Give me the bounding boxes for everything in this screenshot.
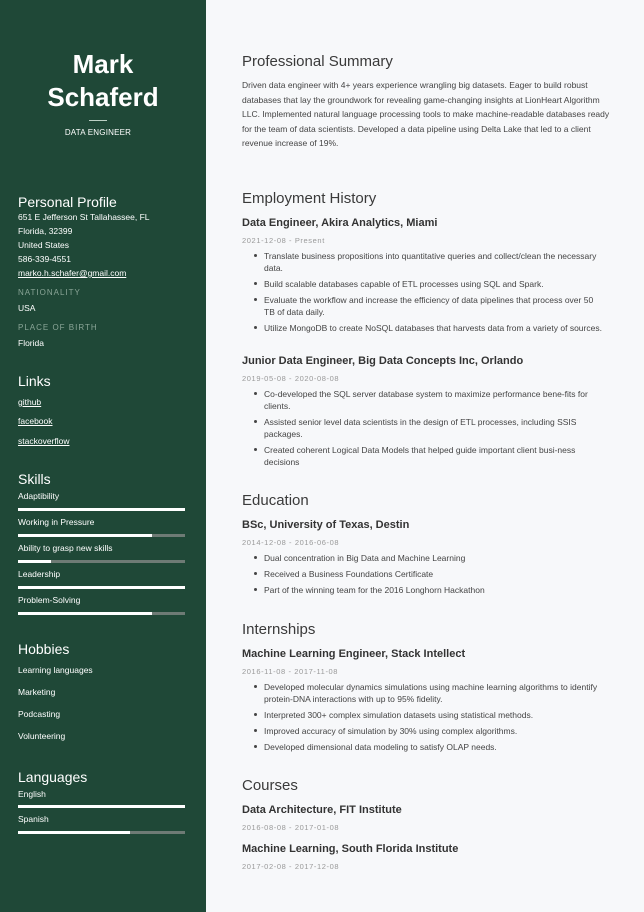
skill-label: Problem-Solving — [18, 595, 81, 605]
language-bar-fill — [18, 831, 130, 834]
list-item: Improved accuracy of simulation by 30% using complex algorithms. — [252, 725, 606, 737]
list-item: Developed molecular dynamics simulations using machine learning algorithms to identify protein-DNA interactions with up to 95% fidelity. — [252, 681, 606, 705]
nationality-label: NATIONALITY — [18, 288, 81, 297]
skill-bar — [18, 612, 185, 615]
education-dates: 2014-12-08 - 2016-06-08 — [242, 538, 340, 547]
list-item: Interpreted 300+ complex simulation datasets using statistical methods. — [252, 709, 606, 721]
skill-bar — [18, 534, 185, 537]
skill-label: Leadership — [18, 569, 61, 579]
language-bar — [18, 805, 185, 808]
name-last: Schaferd — [47, 82, 159, 112]
job-title: DATA ENGINEER — [64, 128, 132, 137]
sidebar — [0, 0, 206, 912]
language-label: Spanish — [18, 814, 49, 824]
summary-heading: Professional Summary — [242, 53, 393, 70]
list-item: Developed dimensional data modeling to satisfy OLAP needs. — [252, 741, 606, 753]
language-label: English — [18, 789, 46, 799]
education-bullets — [252, 552, 606, 600]
hobby-item: Marketing — [18, 687, 56, 697]
link-facebook[interactable]: facebook — [18, 416, 53, 426]
education-title: BSc, University of Texas, Destin — [242, 519, 410, 531]
courses-heading: Courses — [242, 777, 298, 794]
list-item: Evaluate the workflow and increase the efficiency of data pipelines that process over 50 TB of data daily. — [252, 294, 606, 318]
course-title: Data Architecture, FIT Institute — [242, 804, 402, 816]
course-title: Machine Learning, South Florida Institute — [242, 843, 459, 855]
job-dates: 2021-12-08 - Present — [242, 236, 325, 245]
internships-heading: Internships — [242, 621, 316, 638]
link-github[interactable]: github — [18, 397, 42, 407]
address-line-2: Florida, 32399 — [18, 226, 73, 236]
skill-bar-fill — [18, 534, 152, 537]
list-item: Part of the winning team for the 2016 Longhorn Hackathon — [252, 584, 606, 596]
skills-heading: Skills — [18, 471, 51, 487]
country: United States — [18, 240, 70, 250]
skill-bar-fill — [18, 612, 152, 615]
summary-text: Driven data engineer with 4+ years experience wrangling big datasets. Eager to build robust databases that lay the groundwork for revealing game-changing insights at LionHeart Algorithm LLC. Implemented natural language processing tools to make machine-readable databases ready for the team of data scientists. Developed a data pipeline using Delta Lake that led to a client revenue increase of 19%. — [242, 80, 610, 148]
email-link[interactable]: marko.h.schafer@gmail.com — [18, 268, 127, 278]
list-item: Created coherent Logical Data Models that helped guide important client busi-ness decisions — [252, 444, 606, 468]
hobby-item: Learning languages — [18, 665, 93, 675]
list-item: Received a Business Foundations Certificate — [252, 568, 606, 580]
list-item: Co-developed the SQL server database system to maximize performance bene-fits for clients. — [252, 388, 606, 412]
address-line-1: 651 E Jefferson St Tallahassee, FL — [18, 212, 150, 222]
skill-bar-fill — [18, 508, 185, 511]
birthplace-value: Florida — [18, 338, 44, 348]
nationality-value: USA — [18, 303, 36, 313]
skill-bar — [18, 508, 185, 511]
course-dates: 2016-08-08 - 2017-01-08 — [242, 823, 340, 832]
skill-bar — [18, 586, 185, 589]
list-item: Dual concentration in Big Data and Machine Learning — [252, 552, 606, 564]
skill-label: Working in Pressure — [18, 517, 95, 527]
name-first: Mark — [72, 49, 134, 79]
internship-bullets — [252, 681, 606, 757]
skill-bar-fill — [18, 560, 51, 563]
education-heading: Education — [242, 492, 309, 509]
phone: 586-339-4551 — [18, 254, 71, 264]
job-dates: 2019-05-08 - 2020-08-08 — [242, 374, 340, 383]
link-stackoverflow[interactable]: stackoverflow — [18, 436, 70, 446]
job-bullets — [252, 388, 606, 472]
hobby-item: Volunteering — [18, 731, 66, 741]
list-item: Assisted senior level data scientists in the design of ETL processes, including SSIS packages. — [252, 416, 606, 440]
employment-heading: Employment History — [242, 190, 377, 207]
job-bullets — [252, 250, 606, 338]
job-title: Junior Data Engineer, Big Data Concepts Inc, Orlando — [242, 355, 524, 367]
skill-bar — [18, 560, 185, 563]
internship-title: Machine Learning Engineer, Stack Intellect — [242, 648, 466, 660]
language-bar-fill — [18, 805, 185, 808]
list-item: Build scalable databases capable of ETL processes using SQL and Spark. — [252, 278, 606, 290]
skill-label: Ability to grasp new skills — [18, 543, 113, 553]
personal-profile-heading: Personal Profile — [18, 194, 117, 210]
links-heading: Links — [18, 373, 51, 389]
name-divider — [89, 120, 107, 121]
course-dates: 2017-02-08 - 2017-12-08 — [242, 862, 340, 871]
hobby-item: Podcasting — [18, 709, 61, 719]
languages-heading: Languages — [18, 769, 88, 785]
list-item: Translate business propositions into quantitative queries and collect/clean the necessary data. — [252, 250, 606, 274]
skill-bar-fill — [18, 586, 185, 589]
language-bar — [18, 831, 185, 834]
internship-dates: 2016-11-08 - 2017-11-08 — [242, 667, 339, 676]
list-item: Utilize MongoDB to create NoSQL databases that harvests data from a variety of sources. — [252, 322, 606, 334]
skill-label: Adaptibility — [18, 491, 60, 501]
birthplace-label: PLACE OF BIRTH — [18, 323, 98, 332]
hobbies-heading: Hobbies — [18, 641, 70, 657]
job-title: Data Engineer, Akira Analytics, Miami — [242, 217, 438, 229]
